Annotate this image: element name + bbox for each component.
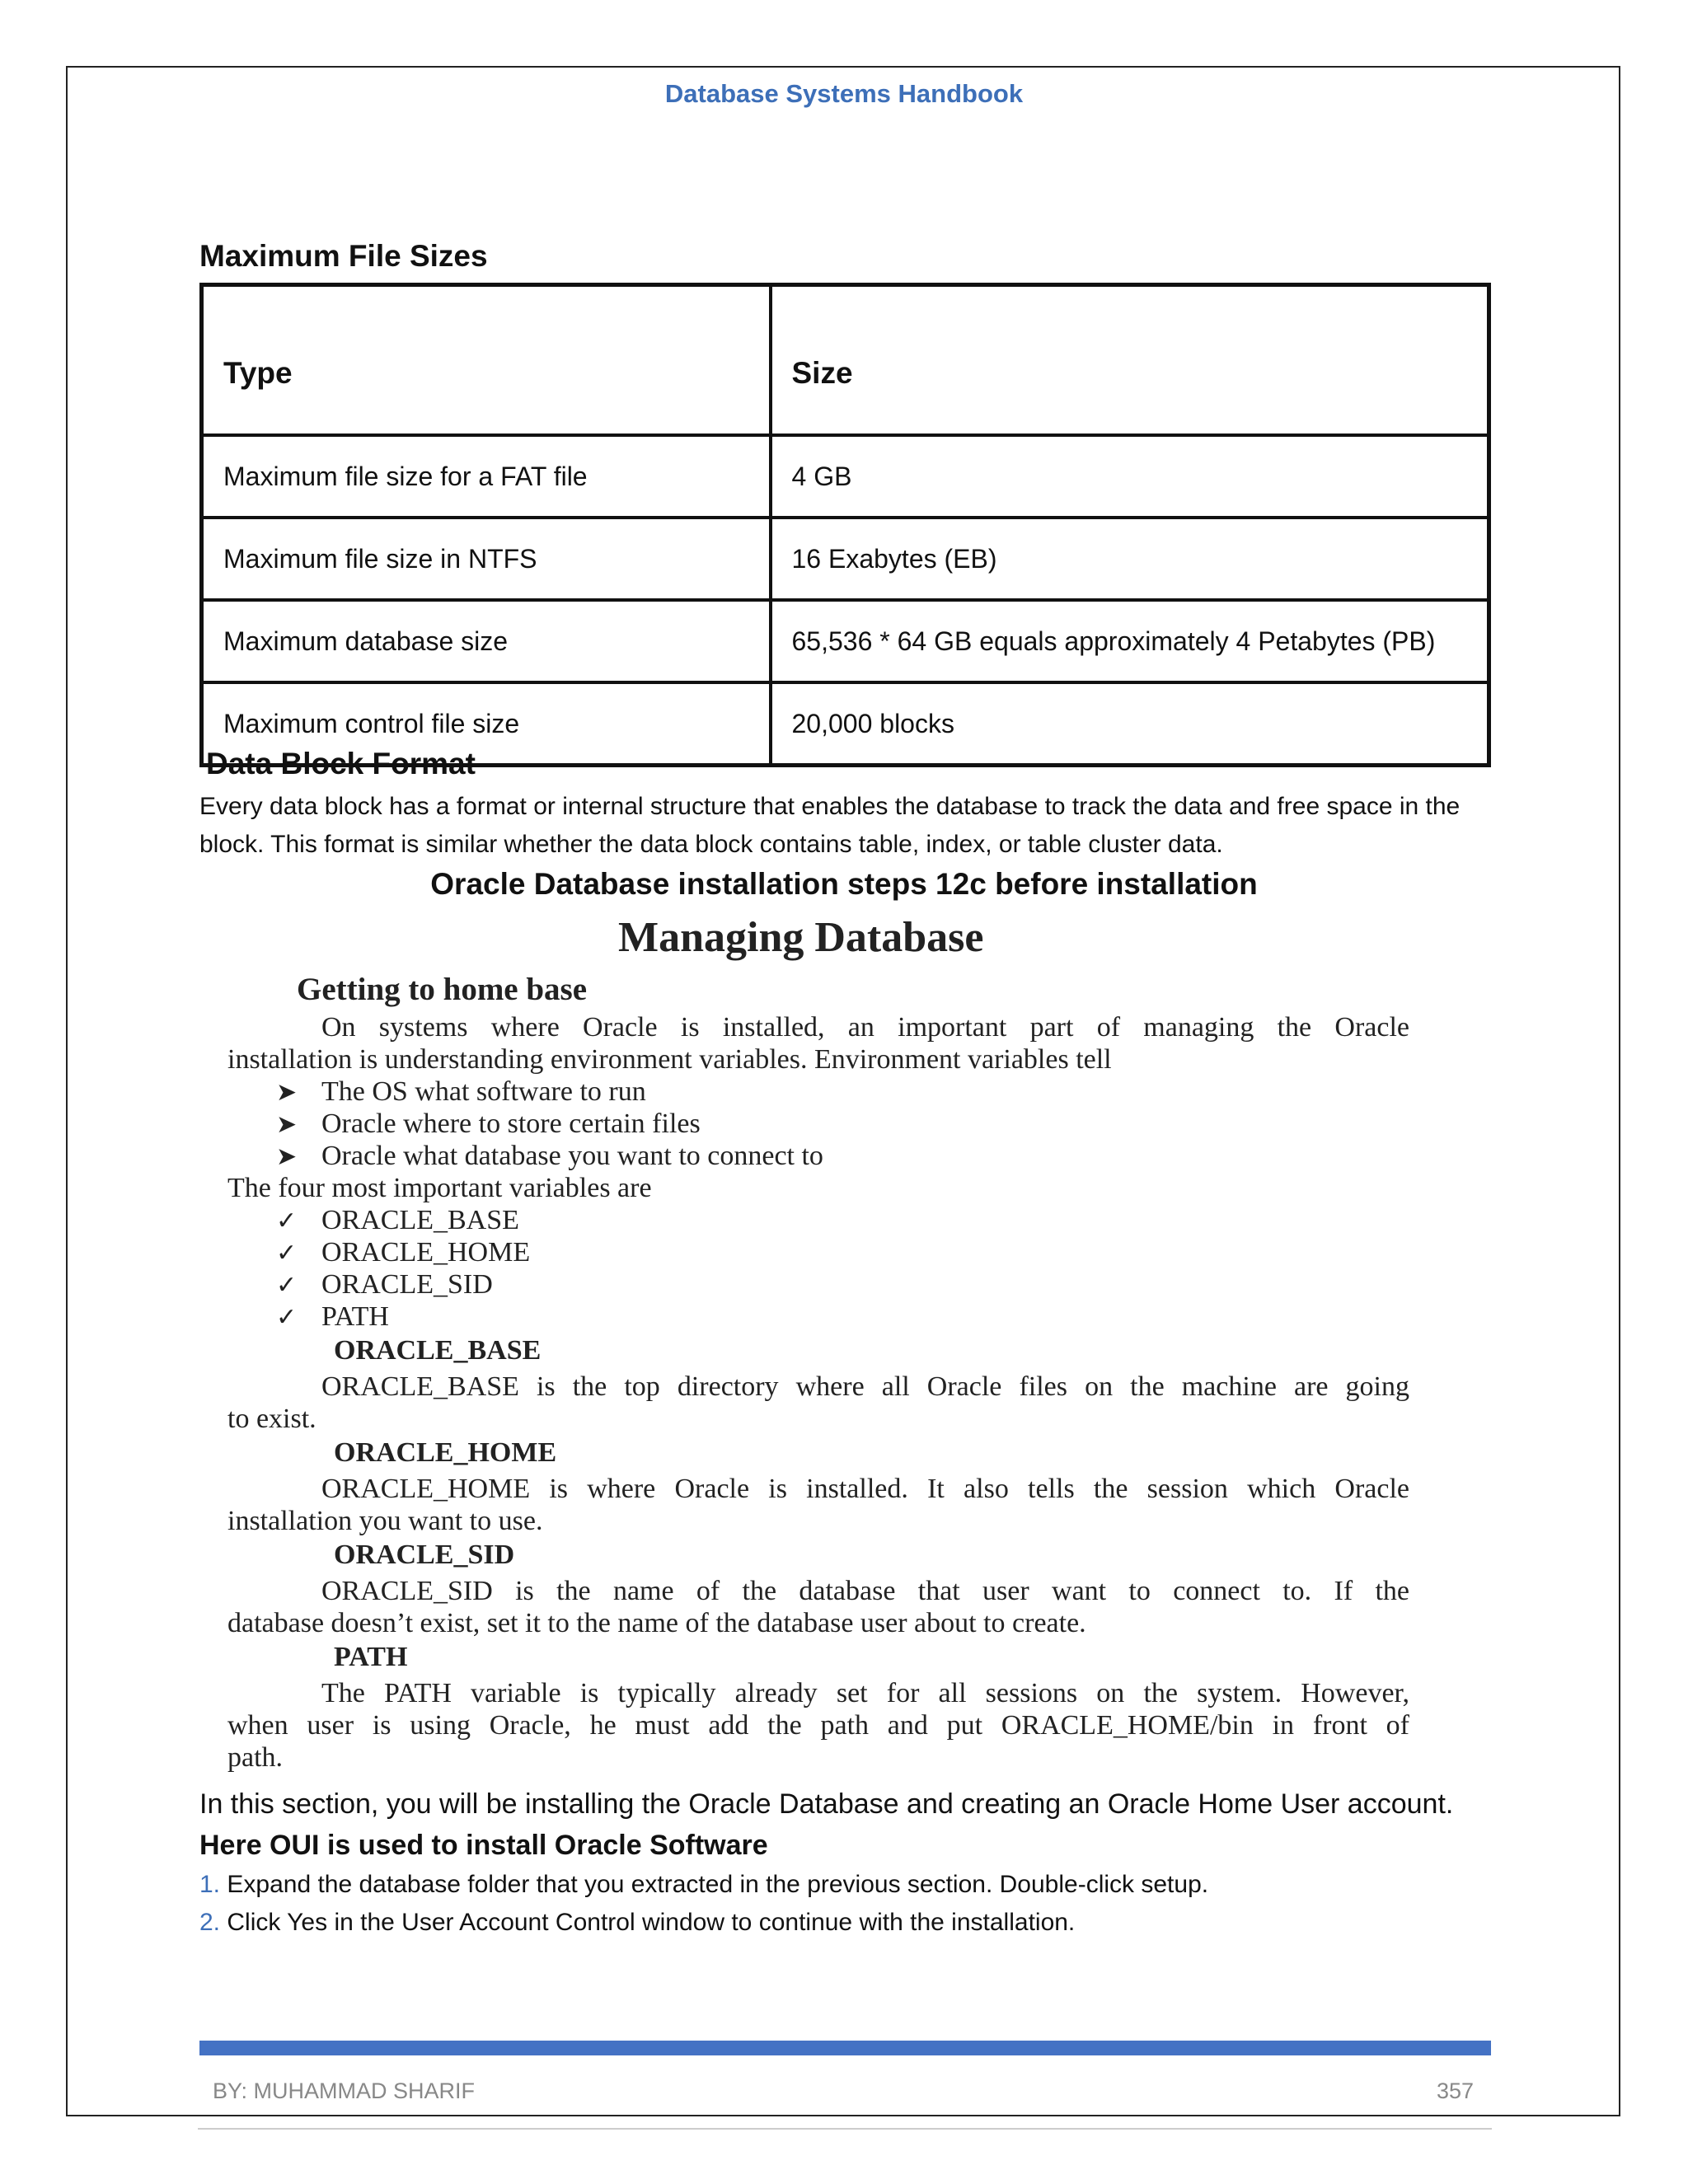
install-steps-title: Oracle Database installation steps 12c before installation <box>430 867 1258 901</box>
max-file-sizes-table <box>199 283 1491 767</box>
table-row <box>202 518 1489 600</box>
page-header: Database Systems Handbook <box>664 79 1024 108</box>
scan-path-line-2: when user is using Oracle, he must add the path and put ORACLE_HOME/bin in front of <box>227 1710 1409 1741</box>
scan-sid-line-2: database doesn’t exist, set it to the name of the database user about to create. <box>227 1608 1086 1638</box>
max-file-sizes-heading: Maximum File Sizes <box>199 239 488 273</box>
section-intro: In this section, you will be installing the Oracle Database and creating an Oracle Home User account. <box>199 1788 1454 1820</box>
table-cell: Maximum control file size <box>202 682 771 766</box>
scan-vars-intro: The four most important variables are <box>227 1173 652 1203</box>
step-item <box>199 1904 1502 1942</box>
scan-sid-line-1: ORACLE_SID is the name of the database that user want to connect to. If the <box>321 1576 1409 1606</box>
step-number: 2. <box>199 1909 221 1936</box>
step-number: 1. <box>199 1871 221 1898</box>
scan-intro-1: On systems where Oracle is installed, an important part of managing the Oracle <box>321 1012 1409 1043</box>
scan-home-heading: ORACLE_HOME <box>334 1437 557 1468</box>
scan-base-line-2: to exist. <box>227 1404 316 1434</box>
footer-author: BY: MUHAMMAD SHARIF <box>213 2079 476 2103</box>
table-header-row <box>202 285 1489 436</box>
table-cell: Maximum file size in NTFS <box>202 518 771 600</box>
scan-path-heading: PATH <box>334 1642 408 1672</box>
oui-heading: Here OUI is used to install Oracle Software <box>199 1830 768 1861</box>
column-header-size: Size <box>771 285 1489 436</box>
checkmark-icon: ✓ <box>276 1207 298 1235</box>
table-cell: 16 Exabytes (EB) <box>771 518 1489 600</box>
data-block-line-1: Every data block has a format or internal structure that enables the database to track the data and free space in the <box>199 793 1461 820</box>
arrow-bullet-icon: ➤ <box>276 1111 298 1138</box>
scan-home-line-2: installation you want to use. <box>227 1506 543 1536</box>
table-row <box>202 600 1489 682</box>
scan-intro-2: installation is understanding environment variables. Environment variables tell <box>227 1044 1112 1075</box>
data-block-format-heading: Data Block Format <box>206 747 476 780</box>
scan-check-item: ✓ PATH <box>276 1301 389 1332</box>
checkmark-icon: ✓ <box>276 1272 298 1299</box>
table-row <box>202 435 1489 518</box>
scan-path-line-3: path. <box>227 1742 284 1773</box>
scan-arrow-item: ➤ Oracle where to store certain files <box>276 1108 701 1139</box>
scan-home-line-1: ORACLE_HOME is where Oracle is installed. It also tells the session which Oracle <box>321 1474 1409 1504</box>
checkmark-icon: ✓ <box>276 1240 298 1267</box>
scan-check-item: ✓ ORACLE_HOME <box>276 1237 531 1268</box>
table-cell: Maximum file size for a FAT file <box>202 435 771 518</box>
table-cell: 4 GB <box>771 435 1489 518</box>
scan-check-item: ✓ ORACLE_BASE <box>276 1205 519 1235</box>
arrow-bullet-icon: ➤ <box>276 1143 298 1170</box>
scan-path-line-1: The PATH variable is typically already set for all sessions on the system. However, <box>321 1678 1409 1708</box>
scan-title: Managing Database <box>618 914 984 961</box>
scan-base-heading: ORACLE_BASE <box>334 1335 542 1366</box>
table-cell: 65,536 * 64 GB equals approximately 4 Petabytes (PB) <box>771 600 1489 682</box>
step-text: Click Yes in the User Account Control window to continue with the installation. <box>227 1909 1076 1936</box>
checkmark-icon: ✓ <box>276 1304 298 1331</box>
scan-check-item: ✓ ORACLE_SID <box>276 1269 493 1300</box>
footer-accent-bar <box>199 2041 1491 2055</box>
column-header-type: Type <box>202 285 771 436</box>
bottom-divider <box>198 2128 1492 2130</box>
scan-arrow-item: ➤ Oracle what database you want to connect to <box>276 1141 823 1171</box>
scan-sid-heading: ORACLE_SID <box>334 1540 515 1570</box>
scan-subtitle: Getting to home base <box>297 972 588 1007</box>
data-block-line-2: block. This format is similar whether the data block contains table, index, or table cluster data. <box>199 831 1223 858</box>
step-text: Expand the database folder that you extracted in the previous section. Double-click setup. <box>227 1871 1209 1898</box>
scan-arrow-item: ➤ The OS what software to run <box>276 1076 646 1107</box>
table-cell: Maximum database size <box>202 600 771 682</box>
step-item <box>199 1866 1502 1904</box>
table-cell: 20,000 blocks <box>771 682 1489 766</box>
scanned-excerpt <box>214 913 1426 1779</box>
arrow-bullet-icon: ➤ <box>276 1079 298 1106</box>
page-number: 357 <box>1436 2079 1474 2103</box>
scan-base-line-1: ORACLE_BASE is the top directory where all Oracle files on the machine are going <box>321 1371 1409 1402</box>
